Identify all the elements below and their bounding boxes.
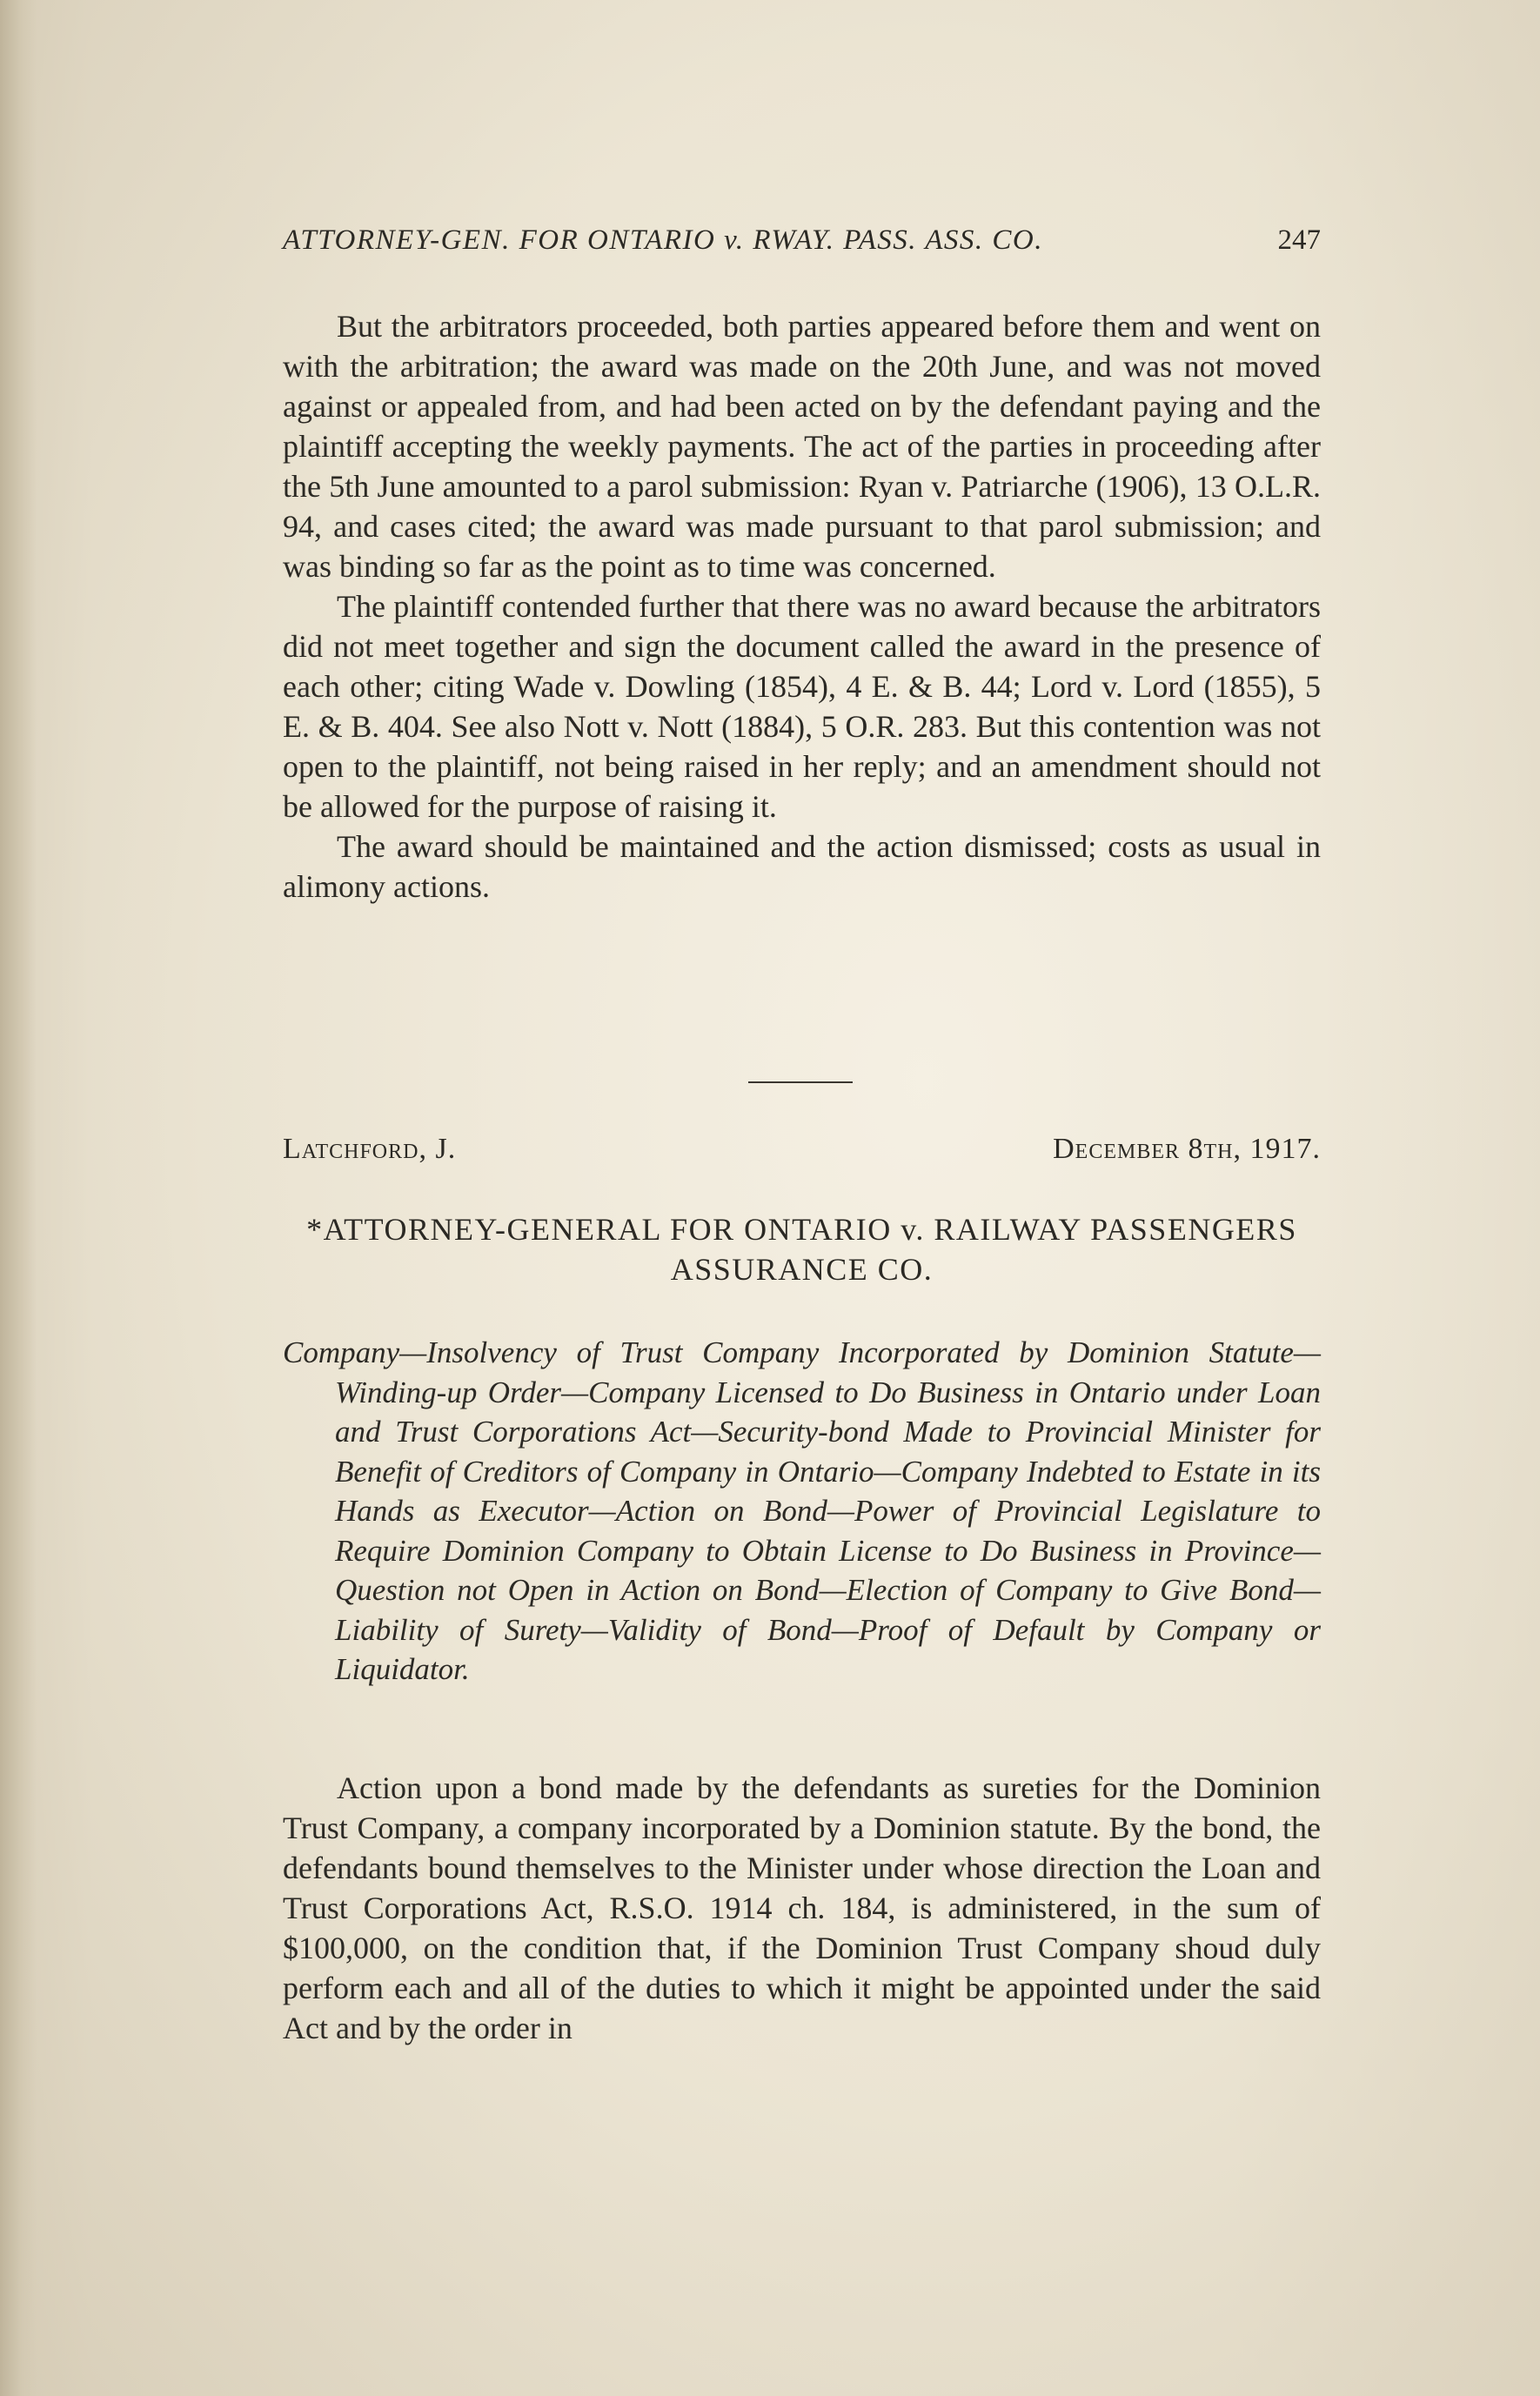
paragraph: Action upon a bond made by the defendants as sureties for the Dominion Trust Company, a company incorporated by a Dominion statute. By the bond, the defendants bound themselves to the Minister under whose direction the Loan and Trust Corporations Act, R.S.O. 1914 ch. 184, is administered, in the sum of $100,000, on the condition that, if the Dominion Trust Company shoud duly perform each and all of the duties to which it might be appointed under the said Act and by the order in bbox=[283, 1770, 1321, 2045]
section-divider bbox=[748, 1081, 853, 1083]
paragraph: But the arbitrators proceeded, both parties appeared before them and went on with the arbitration; the award was made on the 20th June, and was not moved against or appealed from, and had been acted on by the defendant paying and the plaintiff accepting the weekly payments. The act of the parties in proceeding after the 5th June amounted to a parol submission: Ryan v. Patriarche (1906), 13 O.L.R. 94, and cases cited; the award was made pursuant to that parol submission; and was binding so far as the point as to time was concerned. bbox=[283, 309, 1321, 584]
headnote: Company—Insolvency of Trust Company Incorporated by Dominion Statute—Winding-up Order—Company Licensed to Do Business in Ontario under Loan and Trust Corporations Act—Security-bond Made to Provincial Minister for Benefit of Creditors of Company in Ontario—Company Indebted to Estate in its Hands as Executor—Action on Bond—Power of Provincial Legislature to Require Dominion Company to Obtain License to Do Business in Province—Question not Open in Action on Bond—Election of Company to Give Bond—Liability of Surety—Validity of Bond—Proof of Default by Company or Liquidator. bbox=[283, 1335, 1321, 1686]
case-body bbox=[283, 1768, 1321, 2048]
running-header bbox=[283, 224, 1321, 257]
decision-date: December 8th, 1917. bbox=[1053, 1133, 1321, 1165]
continuation-text bbox=[283, 306, 1321, 907]
case-title: *ATTORNEY-GENERAL FOR ONTARIO v. RAILWAY PASSENGERS ASSURANCE CO. bbox=[306, 1212, 1297, 1287]
page-number: 247 bbox=[1277, 224, 1321, 256]
paragraph: The award should be maintained and the action dismissed; costs as usual in alimony actions. bbox=[283, 829, 1321, 904]
judge-name: Latchford, J. bbox=[283, 1133, 457, 1165]
paragraph: The plaintiff contended further that there was no award because the arbitrators did not meet together and sign the document called the award in the presence of each other; citing Wade v. Dowling (1854), 4 E. & B. 44; Lord v. Lord (1855), 5 E. & B. 404. See also Nott v. Nott (1884), 5 O.R. 283. But this contention was not open to the plaintiff, not being raised in her reply; and an amendment should not be allowed for the purpose of raising it. bbox=[283, 589, 1321, 824]
judge-date-line bbox=[283, 1133, 1321, 1166]
page-gutter bbox=[0, 0, 37, 2396]
running-title: ATTORNEY-GEN. FOR ONTARIO v. RWAY. PASS. ASS. CO. bbox=[283, 224, 1043, 256]
